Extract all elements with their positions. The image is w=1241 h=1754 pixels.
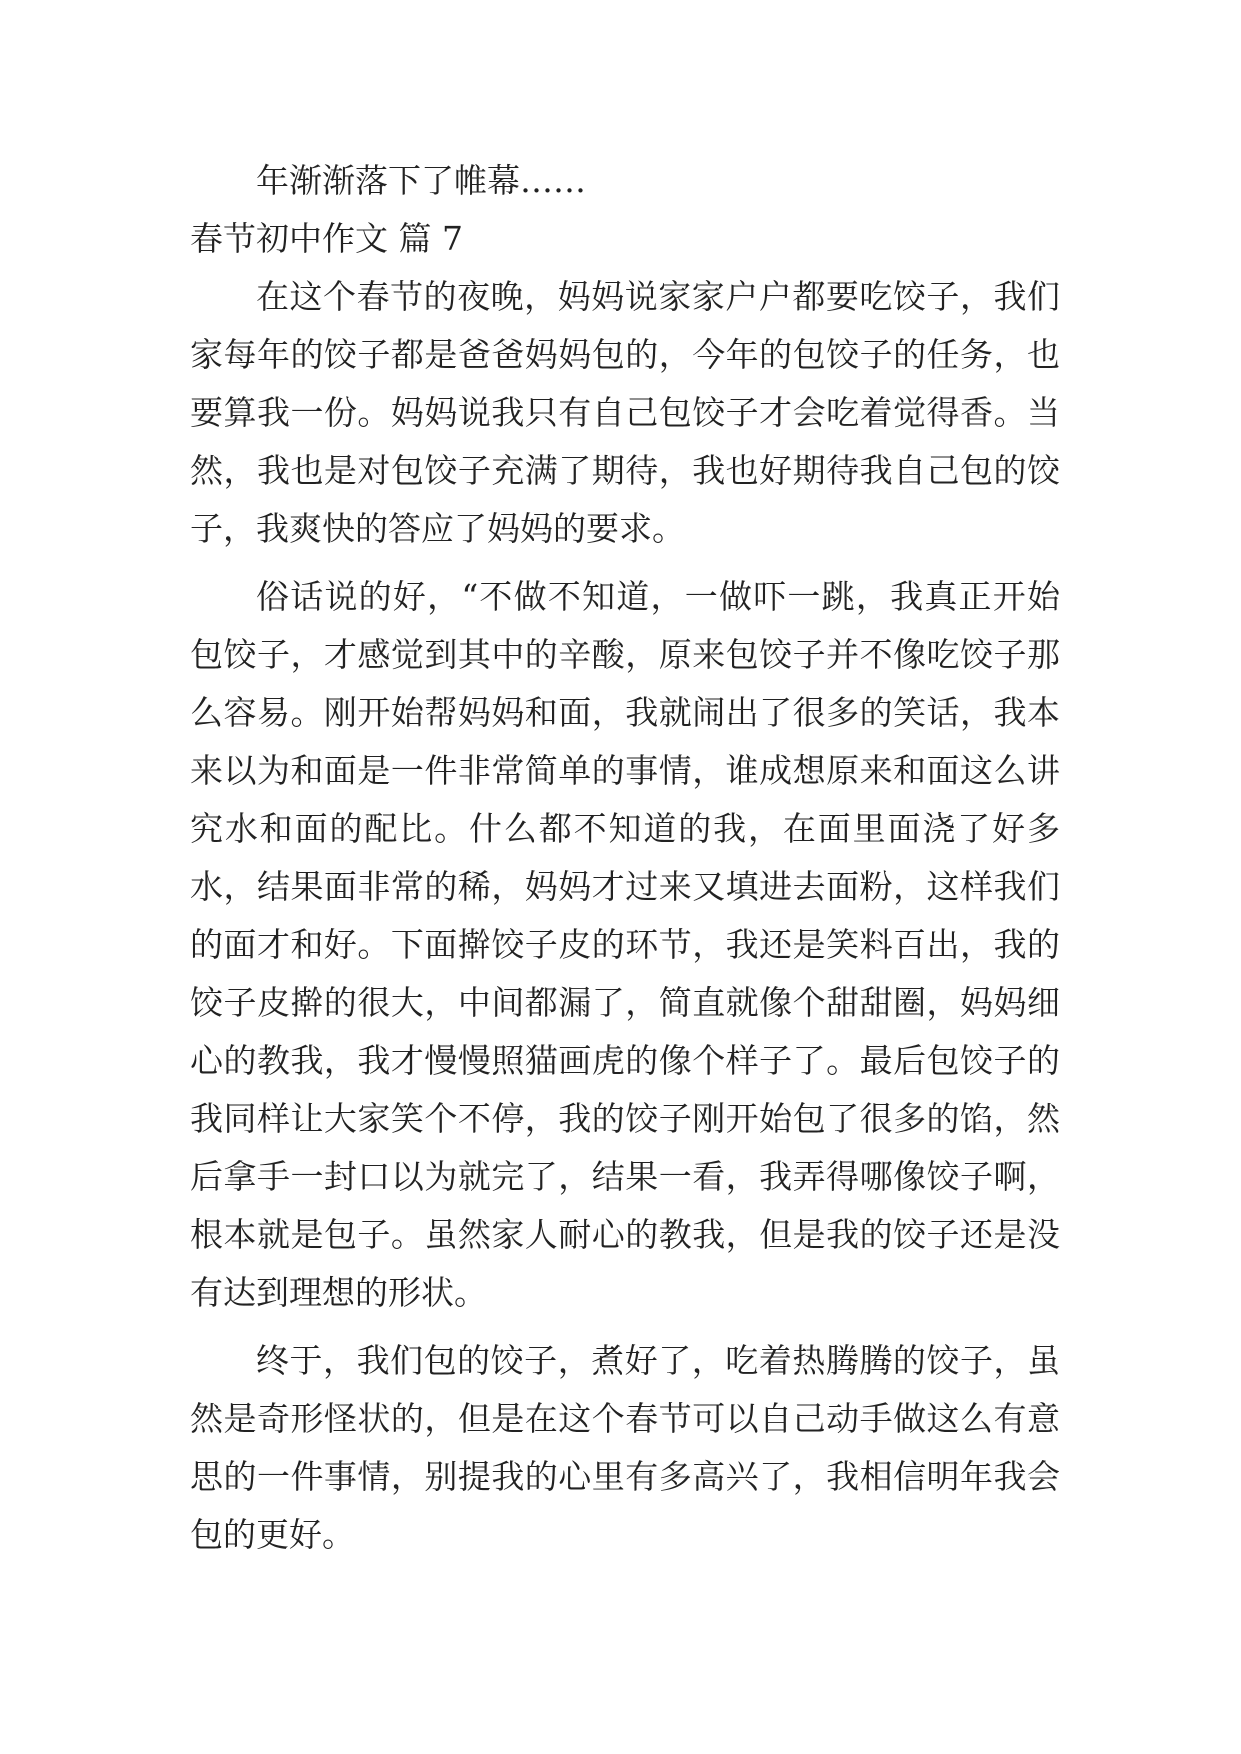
essay-paragraph-2: 俗话说的好，“不做不知道，一做吓一跳，我真正开始包饺子，才感觉到其中的辛酸，原来包饺子并不像吃饺子那么容易。刚开始帮妈妈和面，我就闹出了很多的笑话，我本来以为和面是一件非常简单的事情，谁成想原来和面这么讲究水和面的配比。什么都不知道的我，在面里面浇了好多水，结果面非常的稀，妈妈才过来又填进去面粉，这样我们的面才和好。下面擀饺子皮的环节，我还是笑料百出，我的饺子皮擀的很大，中间都漏了，简直就像个甜甜圈，妈妈细心的教我，我才慢慢照猫画虎的像个样子了。最后包饺子的我同样让大家笑个不停，我的饺子刚开始包了很多的馅，然后拿手一封口以为就完了，结果一看，我弄得哪像饺子啊，根本就是包子。虽然家人耐心的教我，但是我的饺子还是没有达到理想的形状。 (190, 577, 1060, 1312)
essay-paragraph-1: 在这个春节的夜晚，妈妈说家家户户都要吃饺子，我们家每年的饺子都是爸爸妈妈包的，今年的包饺子的任务，也要算我一份。妈妈说我只有自己包饺子才会吃着觉得香。当然，我也是对包饺子充满了期待，我也好期待我自己包的饺子，我爽快的答应了妈妈的要求。 (190, 277, 1060, 548)
document-page (190, 152, 1060, 1564)
essay-paragraph-3: 终于，我们包的饺子，煮好了，吃着热腾腾的饺子，虽然是奇形怪状的，但是在这个春节可以自己动手做这么有意思的一件事情，别提我的心里有多高兴了，我相信明年我会包的更好。 (190, 1341, 1060, 1554)
essay-title: 春节初中作文 篇 7 (190, 219, 463, 258)
previous-essay-closing-line: 年渐渐落下了帷幕…… (256, 161, 586, 200)
